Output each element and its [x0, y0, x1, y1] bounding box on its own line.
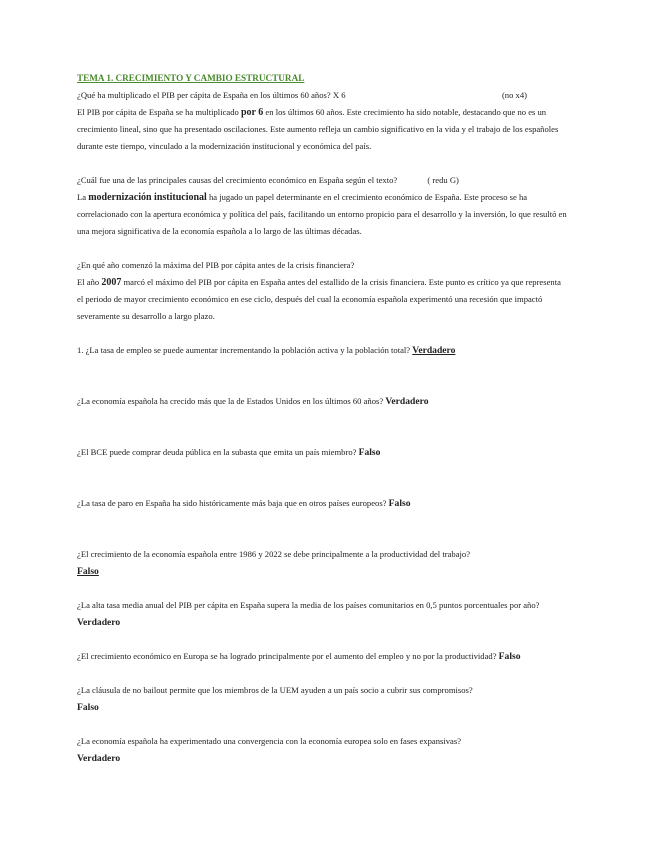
document-title: TEMA 1. CRECIMIENTO Y CAMBIO ESTRUCTURAL	[77, 73, 305, 83]
question-2	[77, 172, 569, 189]
tf-question: ¿La economía española ha crecido más que la de Estados Unidos en los últimos 60 años?	[77, 396, 384, 406]
tf-answer: Falso	[498, 651, 521, 662]
answer-1	[77, 104, 569, 155]
tf-item-4	[77, 495, 569, 512]
tf-item-9	[77, 733, 569, 767]
question-1-text: ¿Qué ha multiplicado el PIB per cápita de España en los últimos 60 años? X 6	[77, 90, 346, 100]
tf-item-5	[77, 546, 569, 580]
tf-item-7	[77, 648, 569, 665]
answer-3-pre: El año	[77, 277, 102, 287]
tf-item-6	[77, 597, 569, 631]
question-1	[77, 87, 569, 104]
tf-item-8	[77, 682, 569, 716]
answer-3-bold: 2007	[101, 277, 122, 288]
tf-answer: Falso	[388, 498, 411, 509]
tf-question: ¿El BCE puede comprar deuda pública en la subasta que emita un país miembro?	[77, 447, 357, 457]
tf-answer: Falso	[77, 566, 99, 577]
question-2-note: ( redu G)	[427, 175, 459, 185]
question-2-text: ¿Cuál fue una de las principales causas del crecimiento económico en España según el texto?	[77, 175, 398, 185]
answer-1-bold: por 6	[240, 107, 264, 118]
answer-1-post: en los últimos 60 años. Este crecimiento ha sido notable, destacando que no es un crecimiento lineal, sino que ha presentado oscilaciones. Este aumento refleja un cambio significativo en la vida y el trabajo de los españoles durante este tiempo, vinculado a la modernización institucional y económica del país.	[77, 107, 559, 151]
tf-question: ¿La alta tasa media anual del PIB per cápita en España supera la media de los países comunitarios en 0,5 puntos porcentuales por año?	[77, 600, 540, 610]
document-page	[77, 70, 569, 767]
tf-answer: Verdadero	[412, 345, 456, 356]
tf-question: ¿La economía española ha experimentado una convergencia con la economía europea solo en fases expansivas?	[77, 736, 462, 746]
answer-2-pre: La	[77, 192, 89, 202]
answer-2-bold: modernización institucional	[88, 192, 207, 203]
answer-2	[77, 189, 569, 240]
tf-item-1	[77, 342, 569, 359]
tf-answer: Falso	[358, 447, 381, 458]
question-3	[77, 257, 569, 274]
tf-item-2	[77, 393, 569, 410]
answer-2-post: ha jugado un papel determinante en el crecimiento económico de España. Este proceso se ha correlacionado con la apertura económica y política del país, facilitando un entorno propicio para el desarrollo y la inversión, lo que resultó en una mejora significativa de la economía española a lo largo de las últimas décadas.	[77, 192, 567, 236]
tf-answer: Verdadero	[77, 617, 121, 628]
tf-question: ¿El crecimiento de la economía española entre 1986 y 2022 se debe principalmente a la productividad del trabajo?	[77, 549, 471, 559]
tf-item-3	[77, 444, 569, 461]
tf-question: 1. ¿La tasa de empleo se puede aumentar incrementando la población activa y la población total?	[77, 345, 411, 355]
tf-answer: Verdadero	[77, 753, 121, 764]
tf-question: ¿El crecimiento económico en Europa se ha logrado principalmente por el aumento del empleo y no por la productividad?	[77, 651, 497, 661]
tf-question: ¿La cláusula de no bailout permite que los miembros de la UEM ayuden a un país socio a cubrir sus compromisos?	[77, 685, 473, 695]
question-1-note: (no x4)	[501, 90, 527, 100]
answer-3	[77, 274, 569, 325]
tf-answer: Verdadero	[385, 396, 429, 407]
question-3-text: ¿En qué año comenzó la máxima del PIB por cápita antes de la crisis financiera?	[77, 260, 355, 270]
tf-answer: Falso	[77, 702, 99, 713]
tf-question: ¿La tasa de paro en España ha sido históricamente más baja que en otros países europeos?	[77, 498, 387, 508]
answer-3-post: marcó el máximo del PIB por cápita en España antes del estallido de la crisis financiera. Este punto es crítico ya que representa el periodo de mayor crecimiento económico en ese ciclo, después del cual la economía española experimentó una recesión que impactó severamente su desarrollo a largo plazo.	[77, 277, 561, 321]
answer-1-pre: El PIB por cápita de España se ha multiplicado	[77, 107, 241, 117]
